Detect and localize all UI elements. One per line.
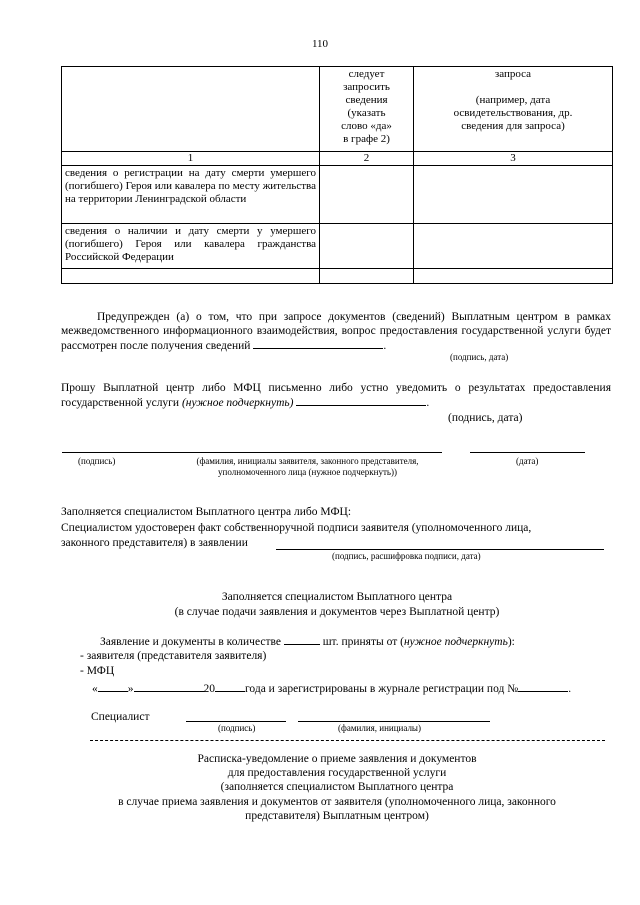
period: .: [426, 397, 430, 409]
column-number: 1: [62, 152, 320, 166]
table-row: [62, 269, 613, 284]
date-caption: (дата): [516, 456, 539, 466]
option-applicant[interactable]: - заявителя (представителя заявителя): [80, 650, 267, 662]
header-text: в графе 2): [343, 133, 390, 145]
specialist-label: Специалист: [91, 711, 150, 723]
quote-close: »: [127, 683, 134, 695]
quote-open: «: [92, 683, 98, 695]
column-number: 2: [320, 152, 414, 166]
header-text: [417, 81, 609, 94]
row-detail-cell[interactable]: [414, 166, 613, 224]
notify-caption: (поднись, дата): [448, 412, 523, 424]
header-text: запроса: [494, 68, 532, 80]
signature-line[interactable]: [62, 452, 172, 453]
receipt-line-1: Расписка-уведомление о приеме заявления и документов: [197, 753, 477, 765]
name-caption-line: (фамилия, инициалы заявителя, законного представителя,: [196, 456, 419, 466]
specialist-name-line[interactable]: [298, 721, 490, 722]
notify-signature-line[interactable]: [296, 395, 426, 406]
warning-signature-line[interactable]: [253, 338, 383, 349]
receipt-line-3: (заполняется специалистом Выплатного центра: [220, 781, 454, 793]
docs-italic: нужное подчеркнуть: [403, 636, 508, 648]
header-text: запросить: [343, 81, 390, 93]
header-text: слово «да»: [341, 120, 392, 132]
header-text: следует: [348, 68, 385, 80]
header-text: (например, дата: [475, 94, 551, 106]
day-field[interactable]: [98, 681, 128, 692]
request-table: [61, 66, 613, 284]
center-heading-2: (в случае подачи заявления и документов через Выплатной центр): [174, 606, 500, 618]
receipt-line-4: в случае приема заявления и документов от заявителя (уполномоченного лица, законного: [118, 796, 556, 808]
name-line[interactable]: [172, 452, 442, 453]
month-field[interactable]: [134, 681, 204, 692]
header-text: освидетельствования, др.: [453, 107, 573, 119]
registration-date-line: [92, 681, 571, 696]
table-number-row: [62, 152, 613, 166]
table-header-row: [62, 67, 613, 152]
header-cell-1: [62, 67, 320, 152]
docs-end: ):: [507, 636, 515, 648]
table-row: [62, 224, 613, 269]
notify-text: Прошу Выплатной центр либо МФЦ письменно либо устно уведомить о результатах предоставления государственной услуги: [61, 382, 611, 409]
name-caption: [165, 456, 450, 478]
header-text: сведения для запроса): [461, 120, 565, 132]
docs-count-field[interactable]: [284, 634, 320, 645]
row-answer-cell[interactable]: [320, 166, 414, 224]
header-cell-2: [320, 67, 414, 152]
column-number: 3: [414, 152, 613, 166]
specialist-sign-line[interactable]: [186, 721, 286, 722]
header-text: сведения: [345, 94, 388, 106]
docs-line: [100, 634, 515, 649]
specialist-text: Специалистом удостоверен факт собственноручной подписи заявителя (уполномоченного лица,: [61, 522, 532, 534]
row-detail-cell[interactable]: [414, 224, 613, 269]
year-prefix: 20: [203, 683, 215, 695]
docs-mid: шт. приняты от (: [322, 636, 404, 648]
center-heading-1: Заполняется специалистом Выплатного центра: [221, 591, 453, 603]
warning-text: Предупрежден (а) о том, что при запросе документов (сведений) Выплатным центром в рамках межведомственного информационного взаимодействия, вопрос предоставления государственной услуги будет рассмотрен после получения сведений: [61, 311, 611, 352]
notify-paragraph: [61, 381, 611, 410]
header-cell-3: [414, 67, 613, 152]
page-number: 110: [311, 38, 329, 50]
warning-paragraph: [61, 310, 611, 353]
registration-number-field[interactable]: [518, 681, 568, 692]
registration-text: года и зарегистрированы в журнале регистрации под №: [245, 683, 519, 695]
notify-italic: (нужное подчеркнуть): [181, 397, 294, 409]
docs-prefix: Заявление и документы в количестве: [100, 636, 281, 648]
warning-caption: (подпись, дата): [450, 352, 509, 362]
date-line[interactable]: [470, 452, 585, 453]
row-detail-cell[interactable]: [414, 269, 613, 284]
cut-line: [90, 740, 605, 741]
row-text: [62, 269, 320, 284]
row-text: сведения о регистрации на дату смерти умершего (погибшего) Героя или кавалера по месту жительства на территории Ленинградской области: [62, 166, 320, 224]
table-row: [62, 166, 613, 224]
row-text: сведения о наличии и дату смерти у умершего (погибшего) Героя или кавалера гражданства Российской Федерации: [62, 224, 320, 269]
specialist-signature-line[interactable]: [276, 549, 604, 550]
specialist-heading: Заполняется специалистом Выплатного центра либо МФЦ:: [61, 506, 352, 518]
row-answer-cell[interactable]: [320, 269, 414, 284]
sign-caption: (подпись): [78, 456, 116, 466]
period: .: [568, 683, 572, 695]
receipt-line-2: для предоставления государственной услуги: [227, 767, 447, 779]
year-field[interactable]: [215, 681, 245, 692]
receipt-line-5: представителя) Выплатным центром): [245, 810, 429, 822]
name-caption-line: уполномоченного лица (нужное подчеркнуть)): [218, 467, 397, 477]
header-text: (указать: [347, 107, 386, 119]
specialist-name-caption: (фамилия, инициалы): [338, 723, 421, 733]
row-answer-cell[interactable]: [320, 224, 414, 269]
option-mfc[interactable]: - МФЦ: [80, 665, 115, 677]
period: .: [383, 340, 387, 352]
specialist-sign-caption: (подпись): [218, 723, 256, 733]
specialist-text-2: законного представителя) в заявлении: [61, 537, 248, 549]
specialist-caption: (подпись, расшифровка подписи, дата): [332, 551, 481, 561]
